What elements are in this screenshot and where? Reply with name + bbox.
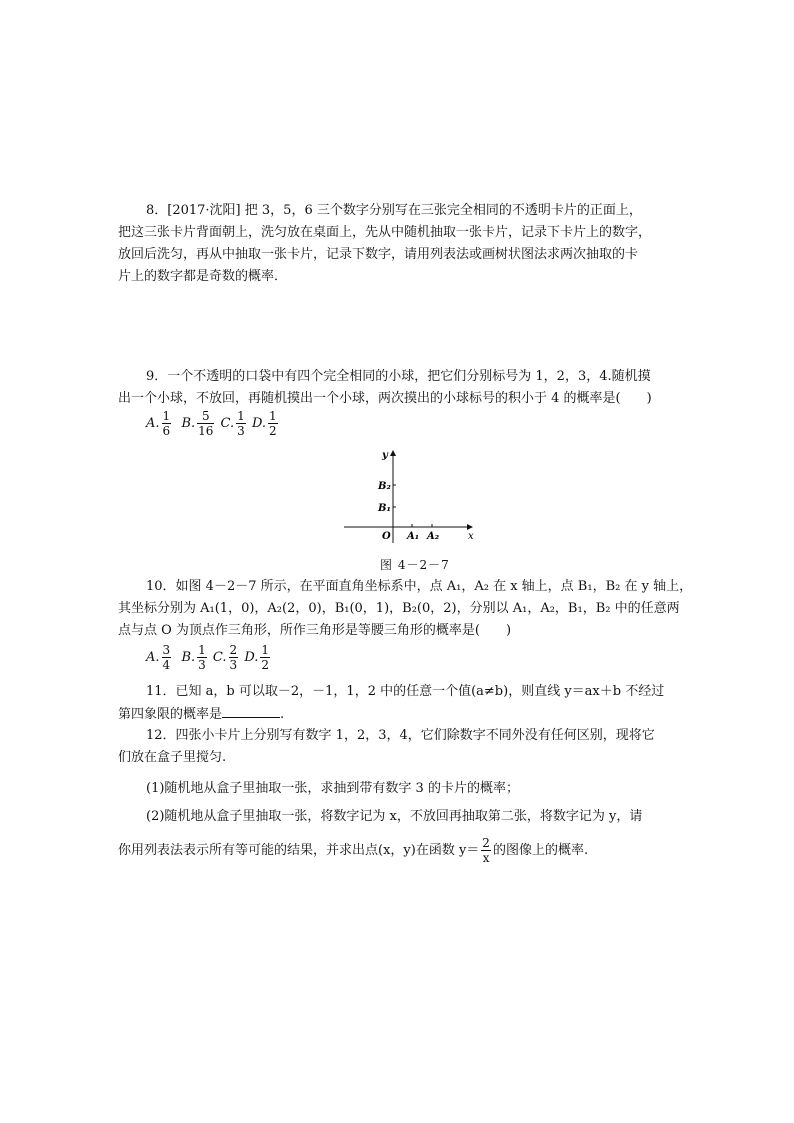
q10-line-1: 10．如图 4－2－7 所示，在平面直角坐标系中，点 A₁，A₂ 在 x 轴上，点 B₁，B₂ 在 y 轴上， <box>146 579 693 594</box>
q11-line-2: 第四象限的概率是 . <box>118 703 678 726</box>
q11-line-1: 11．已知 a，b 可以取－2，－1，1，2 中的任意一个值(a≠b)，则直线 y＝ax＋b 不经过 <box>146 684 665 699</box>
q9-option-b: B. $\frac{5}{16}$ <box>181 409 214 438</box>
q12-fraction: $\frac{2}{x}$ <box>482 836 490 865</box>
label-a2: A₂ <box>427 531 440 542</box>
q9-line-2: 出一个小球，不放回，再随机摸出一个小球，两次摸出的小球标号的积小于 4 的概率是( ) <box>118 391 652 406</box>
q9-option-a: A. $\frac{1}{6}$ <box>146 409 171 438</box>
q12-line-2: 们放在盒子里搅匀. <box>118 750 227 765</box>
q9-line-1: 9．一个不透明的口袋中有四个完全相同的小球，把它们分别标号为 1，2，3，4.随机摸 <box>146 369 651 384</box>
q9-options <box>146 409 280 438</box>
label-a1: A₁ <box>407 531 420 542</box>
label-origin: O <box>382 531 391 542</box>
label-b2: B₂ <box>378 481 391 492</box>
q10-option-a: A. $\frac{3}{4}$ <box>146 643 171 672</box>
q12-line-1: 12．四张小卡片上分别写有数字 1，2，3，4，它们除数字不同外没有任何区别，现将它 <box>146 728 655 743</box>
q10-option-d: D. $\frac{1}{2}$ <box>244 643 270 672</box>
q10-line-2: 其坐标分别为 A₁(1，0)，A₂(2，0)，B₁(0，1)，B₂(0，2)，分别以 A₁，A₂，B₁，B₂ 中的任意两 <box>118 601 680 616</box>
question-12 <box>118 725 678 769</box>
q12-part-2: (2)随机地从盒子里抽取一张，将数字记为 x，不放回再抽取第二张，将数字记为 y，请 你用列表法表示所有等可能的结果，并求出点(x，y)在函数 y＝ $\frac{2}{x}$ 的图像上的概率. <box>118 809 643 865</box>
q9-option-c: C. $\frac{1}{3}$ <box>220 409 245 438</box>
q8-line-1: 8．[2017·沈阳] 把 3，5，6 三个数字分别写在三张完全相同的不透明卡片的正面上， <box>146 203 642 218</box>
question-9 <box>118 366 678 410</box>
label-y: y <box>382 450 388 461</box>
question-8 <box>118 200 678 288</box>
q8-line-4: 片上的数字都是奇数的概率． <box>118 269 288 284</box>
label-b1: B₁ <box>378 503 391 514</box>
q10-options <box>146 643 272 672</box>
question-11 <box>118 681 678 726</box>
q9-option-d: D. $\frac{1}{2}$ <box>251 409 277 438</box>
answer-blank <box>222 703 280 718</box>
q8-line-3: 放回后洗匀，再从中抽取一张卡片，记录下数字，请用列表法或画树状图法求两次抽取的卡 <box>118 247 639 262</box>
coordinate-figure <box>340 447 480 547</box>
q8-line-2: 把这三张卡片背面朝上，洗匀放在桌面上，先从中随机抽取一张卡片，记录下卡片上的数字， <box>118 225 652 240</box>
q10-option-b: B. $\frac{1}{3}$ <box>181 643 206 672</box>
q10-option-c: C. $\frac{2}{3}$ <box>212 643 238 672</box>
q12-part-1: (1)随机地从盒子里抽取一张，求抽到带有数字 3 的卡片的概率； <box>146 781 519 796</box>
label-x: x <box>468 531 474 542</box>
figure-caption: 图 4－2－7 <box>380 558 450 572</box>
question-10 <box>118 576 693 642</box>
q10-line-3: 点与点 O 为顶点作三角形，所作三角形是等腰三角形的概率是( ) <box>118 623 512 638</box>
